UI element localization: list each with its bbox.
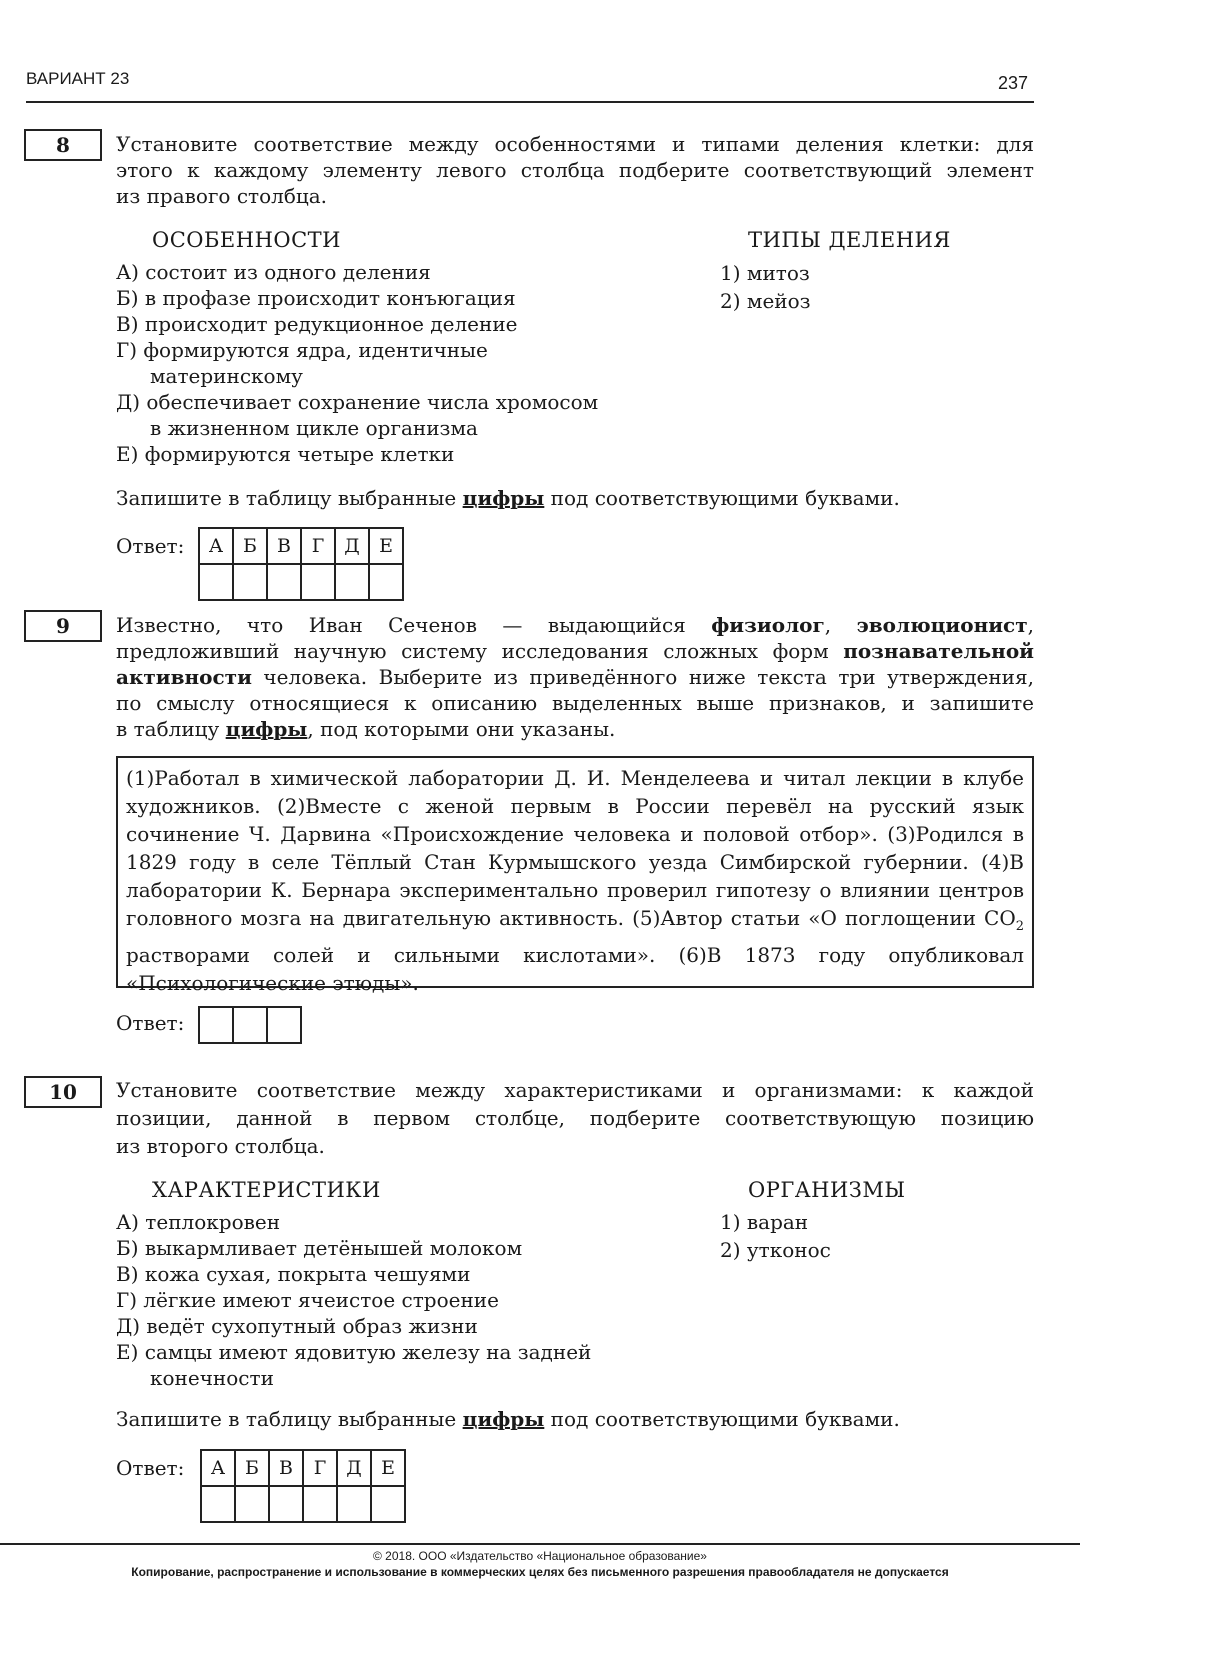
q10-letter-a: А (201, 1450, 235, 1486)
q9-passage: (1)Работал в химической лаборатории Д. И. Менделеева и читал лекции в клубе художников. (2)Вместе с женой первым в России перевёл на русский язык сочинение Ч. Дарвина «Происхождение человека и половой отбор». (3)Родился в 1829 году в селе Тёплый Стан Курмышского уезда Симбирской губернии. (4)В лаборатории К. Бернара экспериментально проверил гипотезу о влиянии центров головного мозга на двигательную активность. (5)Автор статьи «О поглощении $CO_2$ растворами солей и сильными кислотами». (6)В 1873 году опубликовал «Психологические этюды». (116, 756, 1034, 988)
q10-answer-cell[interactable] (337, 1486, 371, 1522)
q9-answer-table (198, 1006, 302, 1044)
q10-letter-d: Д (337, 1450, 371, 1486)
q8-item-b: Б) в профазе происходит конъюгация (116, 286, 516, 310)
q10-answer-table (200, 1449, 406, 1523)
q9-line-2: предложивший научную систему исследования сложных форм познавательной (116, 639, 1034, 663)
q10-letter-v: В (269, 1450, 303, 1486)
q10-item-e: Е) самцы имеют ядовитую железу на задней (116, 1340, 592, 1364)
q8-letter-b: Б (233, 528, 267, 564)
q8-line-1: Установите соответствие между особенностями и типами деления клетки: для (116, 132, 1034, 156)
q8-line-2: этого к каждому элементу левого столбца подберите соответствующий элемент (116, 158, 1034, 182)
footer-copyright: © 2018. ООО «Издательство «Национальное образование» (373, 1549, 707, 1563)
q8-line-3: из правого столбца. (116, 184, 328, 208)
q8-item-d: Д) обеспечивает сохранение числа хромосом (116, 390, 599, 414)
q8-instruction: Запишите в таблицу выбранные цифры под соответствующими буквами. (116, 486, 900, 510)
q10-item-b: Б) выкармливает детёнышей молоком (116, 1236, 523, 1260)
question-8-number: 8 (24, 129, 102, 161)
q10-right-heading: ОРГАНИЗМЫ (748, 1178, 906, 1202)
q8-item-v: В) происходит редукционное деление (116, 312, 518, 336)
q8-item-g: Г) формируются ядра, идентичные (116, 338, 488, 362)
variant-label: ВАРИАНТ 23 (26, 69, 130, 88)
q10-item-v: В) кожа сухая, покрыта чешуями (116, 1262, 471, 1286)
q10-item-d: Д) ведёт сухопутный образ жизни (116, 1314, 478, 1338)
q10-letter-g: Г (303, 1450, 337, 1486)
q8-answer-table (198, 527, 404, 601)
q9-answer-cell[interactable] (233, 1007, 267, 1043)
q10-answer-cell[interactable] (269, 1486, 303, 1522)
footer-rule (0, 1543, 1080, 1545)
q9-line-3: активности человека. Выберите из приведённого ниже текста три утверждения, (116, 665, 1034, 689)
question-9-number: 9 (24, 610, 102, 642)
q8-right-heading: ТИПЫ ДЕЛЕНИЯ (748, 228, 951, 252)
q10-answer-cell[interactable] (201, 1486, 235, 1522)
q9-answer-cell[interactable] (199, 1007, 233, 1043)
q8-item-g-cont: материнскому (150, 364, 303, 388)
q8-answer-cell[interactable] (267, 564, 301, 600)
q8-type-1: 1) митоз (720, 261, 810, 285)
q10-letter-b: Б (235, 1450, 269, 1486)
q8-item-d-cont: в жизненном цикле организма (150, 416, 478, 440)
q10-answer-cell[interactable] (235, 1486, 269, 1522)
q8-letter-e: Е (369, 528, 403, 564)
q9-answer-cell[interactable] (267, 1007, 301, 1043)
q8-answer-cell[interactable] (199, 564, 233, 600)
q10-answer-label: Ответ: (116, 1456, 185, 1480)
q8-letter-d: Д (335, 528, 369, 564)
q10-answer-cell[interactable] (303, 1486, 337, 1522)
q8-answer-cell[interactable] (335, 564, 369, 600)
q9-line-4: по смыслу относящиеся к описанию выделенных выше признаков, и запишите (116, 691, 1034, 715)
q10-line-3: из второго столбца. (116, 1134, 325, 1158)
q8-answer-cell[interactable] (369, 564, 403, 600)
q10-letter-e: Е (371, 1450, 405, 1486)
q8-left-heading: ОСОБЕННОСТИ (152, 228, 341, 252)
footer-notice: Копирование, распространение и использование в коммерческих целях без письменного разрешения правообладателя не допускается (131, 1565, 949, 1579)
q8-letter-a: А (199, 528, 233, 564)
q10-item-a: А) теплокровен (116, 1210, 281, 1234)
page-number: 237 (998, 73, 1029, 93)
q8-answer-cell[interactable] (301, 564, 335, 600)
q10-line-2: позиции, данной в первом столбце, подберите соответствующую позицию (116, 1106, 1034, 1130)
q8-answer-label: Ответ: (116, 534, 185, 558)
q8-answer-cell[interactable] (233, 564, 267, 600)
question-10-number: 10 (24, 1076, 102, 1108)
q10-left-heading: ХАРАКТЕРИСТИКИ (152, 1178, 381, 1202)
q10-answer-cell[interactable] (371, 1486, 405, 1522)
q8-letter-v: В (267, 528, 301, 564)
q10-item-g: Г) лёгкие имеют ячеистое строение (116, 1288, 499, 1312)
header-rule (26, 101, 1034, 103)
q8-type-2: 2) мейоз (720, 289, 811, 313)
q10-type-2: 2) утконос (720, 1238, 831, 1262)
q10-type-1: 1) варан (720, 1210, 809, 1234)
q10-line-1: Установите соответствие между характеристиками и организмами: к каждой (116, 1078, 1034, 1102)
q9-answer-label: Ответ: (116, 1011, 185, 1035)
q8-letter-g: Г (301, 528, 335, 564)
q8-item-e: Е) формируются четыре клетки (116, 442, 455, 466)
q10-item-e-cont: конечности (150, 1366, 274, 1390)
q9-line-5: в таблицу цифры, под которыми они указаны. (116, 717, 616, 741)
q9-line-1: Известно, что Иван Сеченов — выдающийся физиолог, эволюционист, (116, 613, 1034, 637)
q8-item-a: А) состоит из одного деления (116, 260, 431, 284)
q10-instruction: Запишите в таблицу выбранные цифры под соответствующими буквами. (116, 1407, 900, 1431)
